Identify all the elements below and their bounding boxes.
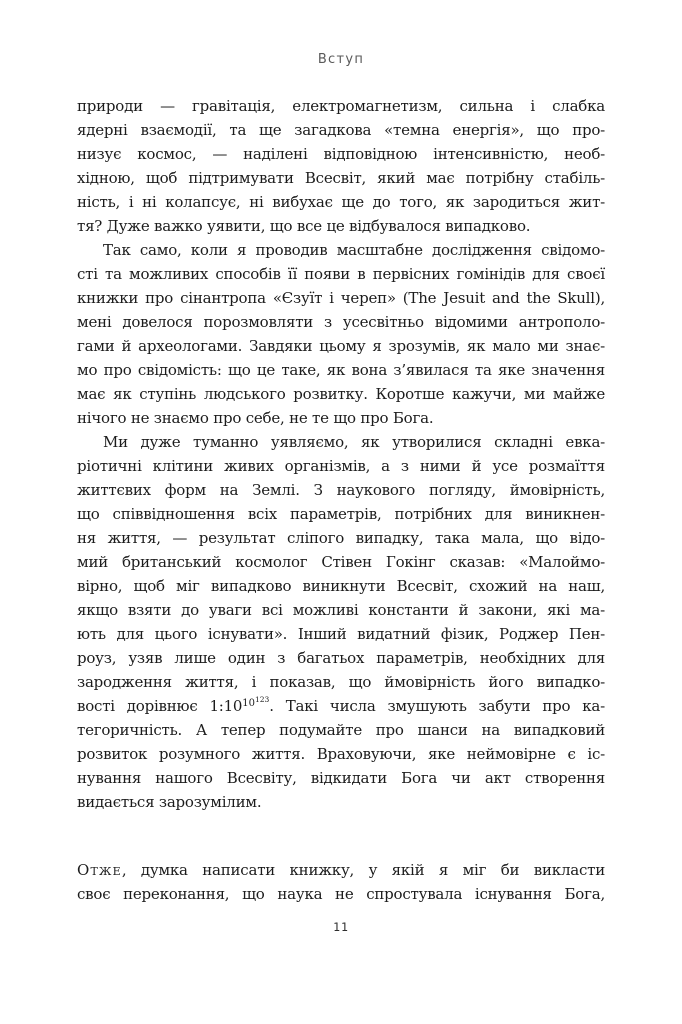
text-segment: ріотичні клітини живих організмів, а з ними й усе розмаїття	[77, 457, 605, 475]
text-segment: мо про свідомість: що це таке, як вона з’явилася та яке значення	[77, 361, 605, 379]
text-segment: вості дорівнює 1:10	[77, 697, 243, 715]
text-segment: нування нашого Всесвіту, відкидати Бога чи акт створення	[77, 769, 605, 787]
text-segment: природи — гравітація, електромагнетизм, сильна і слабка	[77, 97, 605, 115]
text-segment: мені довелося порозмовляти з усесвітньо відомими антрополо-	[77, 313, 605, 331]
text-line	[77, 430, 605, 454]
double-superscript: 123	[254, 695, 270, 704]
text-line	[77, 766, 605, 790]
text-line	[77, 214, 605, 238]
text-line	[77, 406, 605, 430]
text-segment: тя? Дуже важко уявити, що все це відбувалося випадково.	[77, 217, 531, 235]
text-line	[77, 882, 605, 906]
text-line	[77, 358, 605, 382]
text-segment: ність, і ні колапсує, ні вибухає ще до того, як зародиться жит-	[77, 193, 605, 211]
text-line	[77, 454, 605, 478]
text-line	[77, 742, 605, 766]
text-segment: ня життя, — результат сліпого випадку, така мала, що відо-	[77, 529, 605, 547]
text-segment: гами й археологами. Завдяки цьому я зрозумів, як мало ми знає-	[77, 337, 605, 355]
text-segment: тегоричність. А тепер подумайте про шанси на випадковий	[77, 721, 605, 739]
text-line	[77, 670, 605, 694]
text-line	[77, 526, 605, 550]
paragraph	[77, 94, 605, 238]
text-segment: ядерні взаємодії, та ще загадкова «темна енергія», що про-	[77, 121, 605, 139]
text-segment: роуз, узяв лише один з багатьох параметрів, необхідних для	[77, 649, 605, 667]
text-segment: видається зарозумілим.	[77, 793, 262, 811]
text-segment: своє переконання, що наука не спростувала існування Бога,	[77, 885, 605, 903]
text-line	[77, 574, 605, 598]
text-line	[77, 166, 605, 190]
text-line	[77, 238, 605, 262]
text-line	[77, 94, 605, 118]
text-line	[77, 382, 605, 406]
text-segment: , думка написати книжку, у якій я міг би викласти	[121, 861, 605, 879]
text-line	[77, 118, 605, 142]
superscript: 10	[242, 698, 255, 709]
text-segment: низує космос, — наділені відповідною інтенсивністю, необ-	[77, 145, 605, 163]
text-line	[77, 262, 605, 286]
text-segment: книжки про сінантропа «Єзуїт і череп» (The Jesuit and the Skull),	[77, 289, 605, 307]
text-line	[77, 694, 605, 718]
paragraph	[77, 430, 605, 814]
text-line	[77, 718, 605, 742]
text-segment: мий британський космолог Стівен Гокінг сказав: «Малоймо-	[77, 553, 605, 571]
text-segment: хідною, щоб підтримувати Всесвіт, який має потрібну стабіль-	[77, 169, 605, 187]
text-segment: має як ступінь людського розвитку. Коротше кажучи, ми майже	[77, 385, 605, 403]
text-segment: що співвідношення всіх параметрів, потрібних для виникнен-	[77, 505, 605, 523]
text-line	[77, 790, 605, 814]
text-line	[77, 502, 605, 526]
text-line	[77, 478, 605, 502]
text-line	[77, 646, 605, 670]
text-segment: сті та можливих способів її появи в первісних гомінідів для своєї	[77, 265, 605, 283]
paragraph	[77, 238, 605, 430]
text-line	[77, 550, 605, 574]
paragraph	[77, 858, 605, 906]
smallcaps-lead-word: Отже	[77, 861, 122, 879]
text-segment: життєвих форм на Землі. З наукового погляду, ймовірність,	[77, 481, 605, 499]
running-head: Вступ	[317, 52, 365, 67]
text-segment: якщо взяти до уваги всі можливі константи й закони, які ма-	[77, 601, 605, 619]
text-line	[77, 598, 605, 622]
text-line	[77, 286, 605, 310]
text-segment: Так само, коли я проводив масштабне дослідження свідомо-	[103, 241, 605, 259]
text-line	[77, 142, 605, 166]
text-segment: розвиток розумного життя. Враховуючи, яке неймовірне є іс-	[77, 745, 605, 763]
text-line	[77, 334, 605, 358]
text-segment: ють для цього існувати». Інший видатний фізик, Роджер Пен-	[77, 625, 605, 643]
text-segment: вірно, щоб міг випадково виникнути Всесвіт, схожий на наш,	[77, 577, 605, 595]
text-line	[77, 622, 605, 646]
text-line	[77, 310, 605, 334]
text-segment: зародження життя, і показав, що ймовірність його випадко-	[77, 673, 605, 691]
text-line	[77, 858, 605, 882]
text-segment: нічого не знаємо про себе, не те що про Бога.	[77, 409, 434, 427]
text-segment: Ми дуже туманно уявляємо, як утворилися складні евка-	[103, 433, 605, 451]
text-segment: . Такі числа змушують забути про ка-	[269, 697, 605, 715]
page-number: 11	[333, 920, 349, 934]
body-text	[77, 94, 605, 906]
text-line	[77, 190, 605, 214]
